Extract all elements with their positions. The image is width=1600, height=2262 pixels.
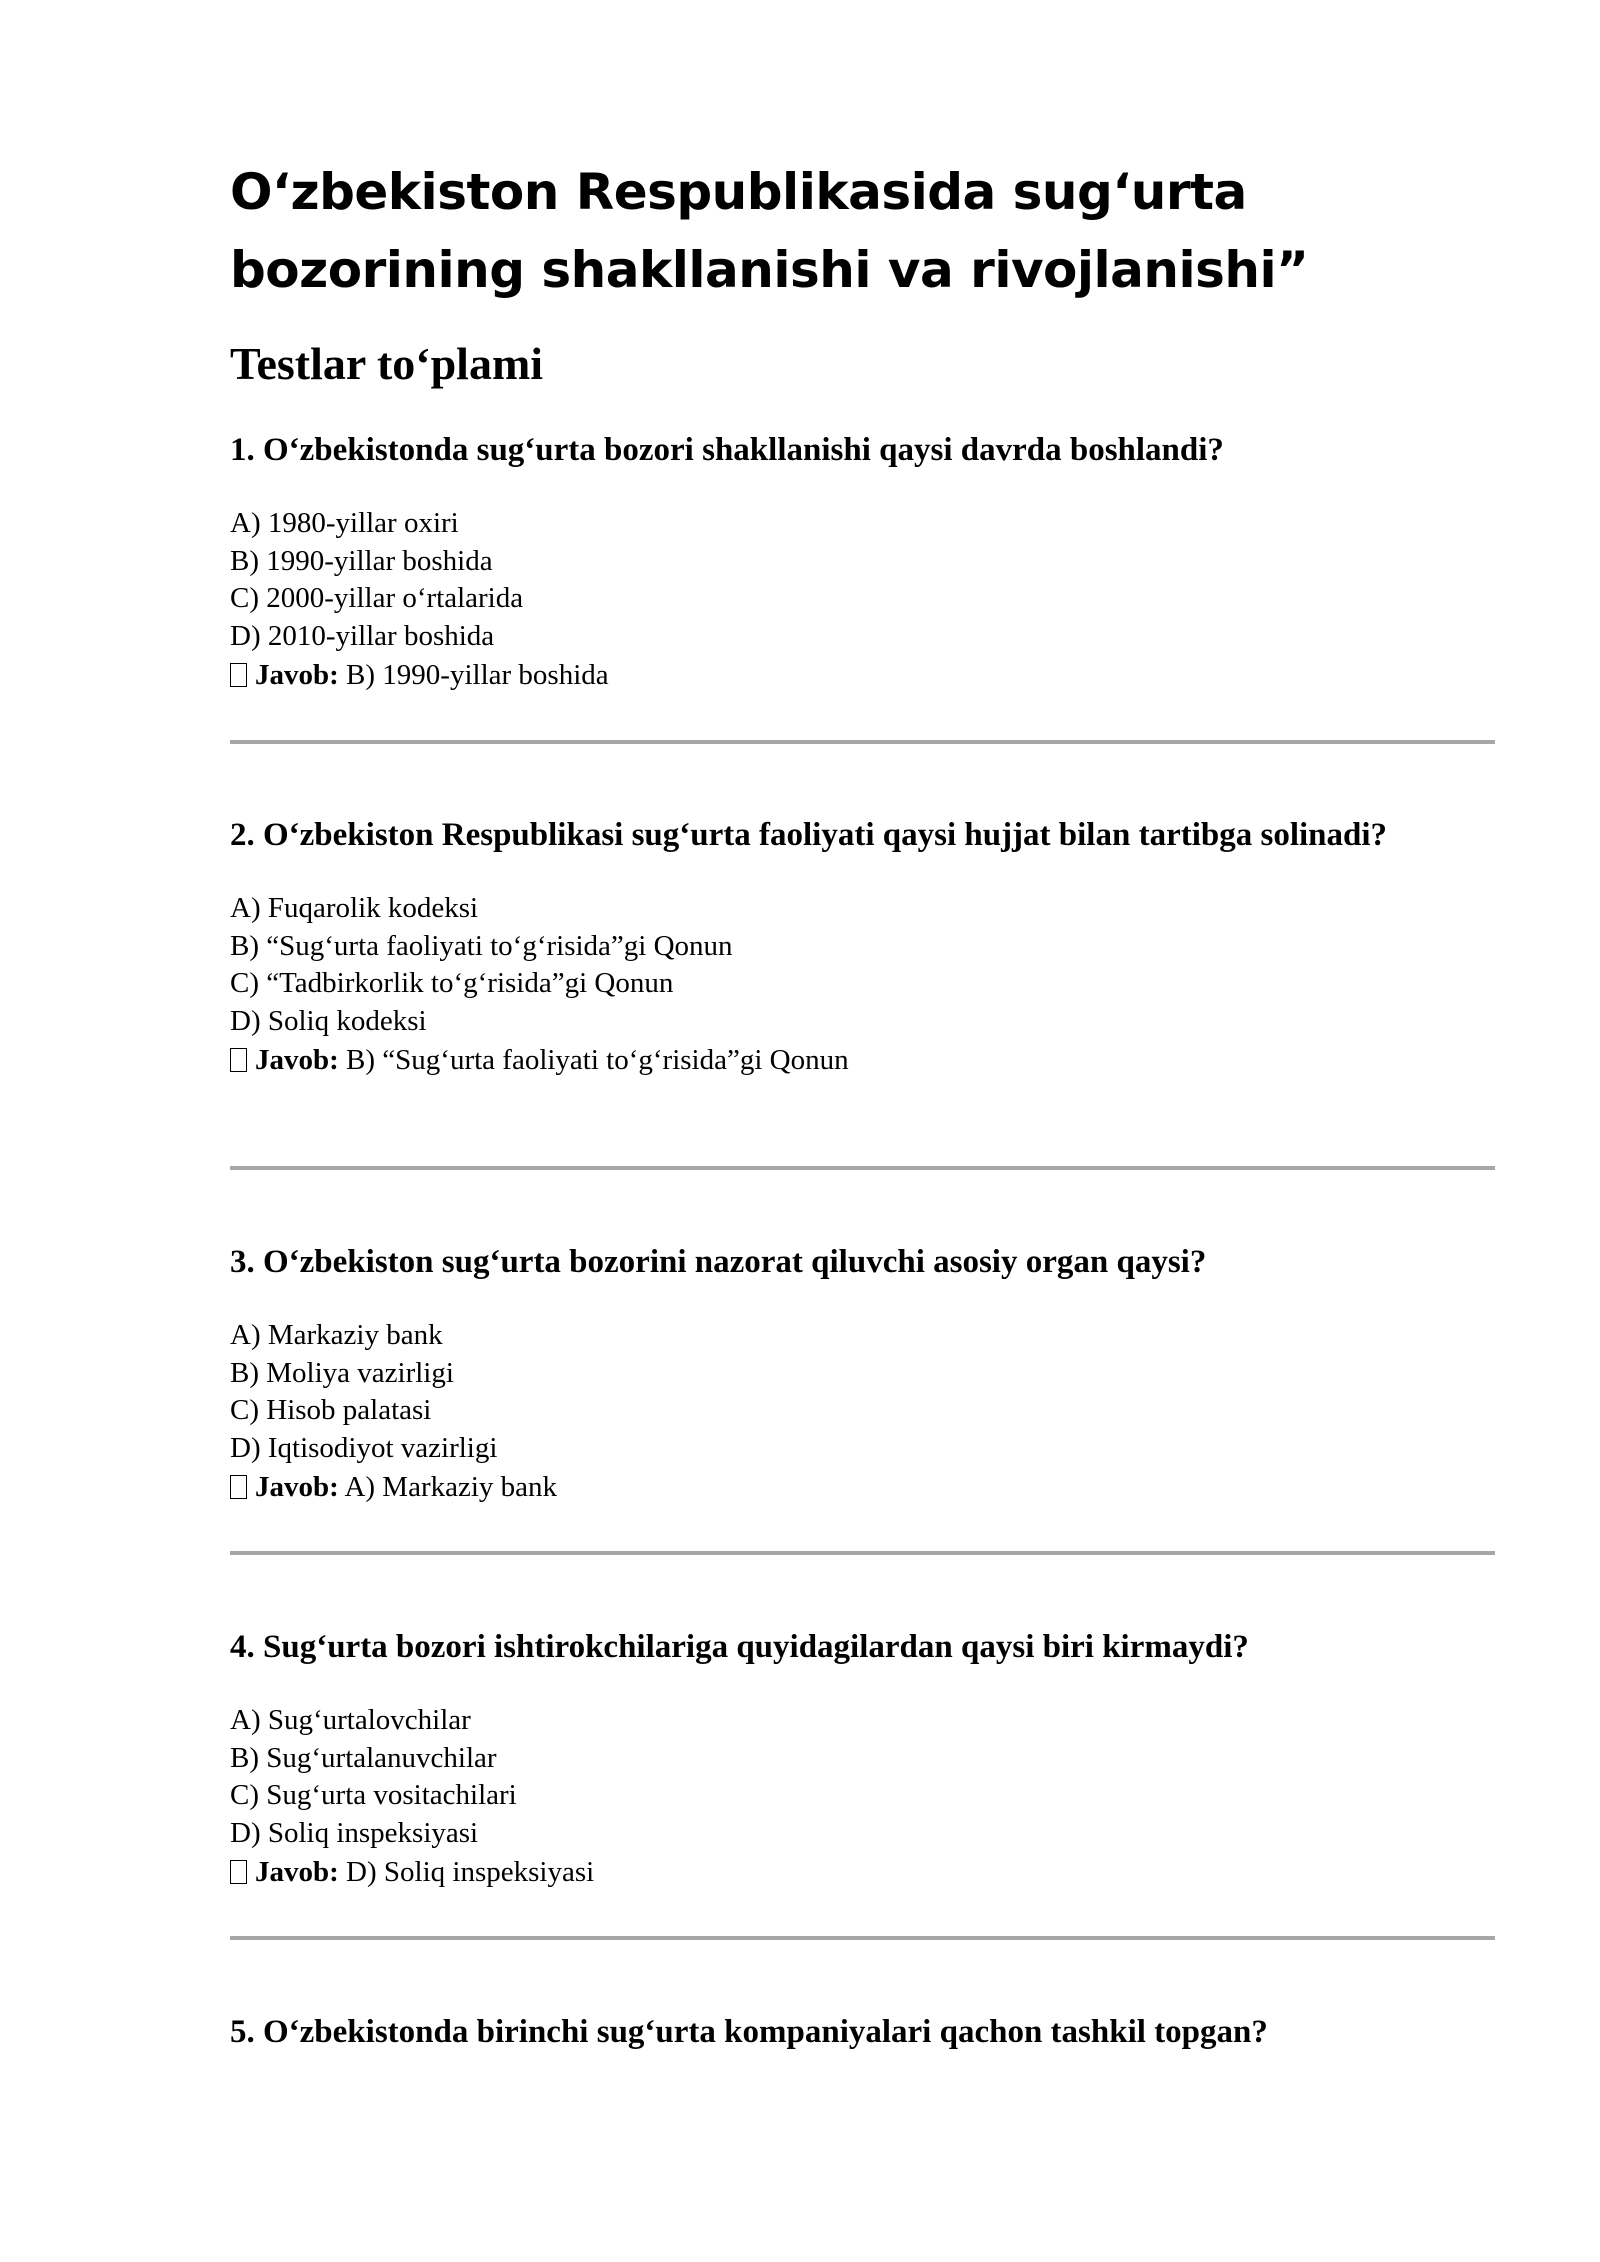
- answer-label: Javob:: [255, 1044, 339, 1076]
- option-b: B) 1990-yillar boshida: [230, 544, 493, 577]
- option-d: D) 2010-yillar boshida: [230, 619, 495, 652]
- question-title: 5. O‘zbekistonda birinchi sug‘urta kompaniyalari qachon tashkil topgan?: [230, 2014, 1268, 2050]
- divider: [230, 1936, 1495, 1940]
- question-title: 4. Sug‘urta bozori ishtirokchilariga quyidagilardan qaysi biri kirmaydi?: [230, 1629, 1249, 1665]
- question-title: 3. O‘zbekiston sug‘urta bozorini nazorat qiluvchi asosiy organ qaysi?: [230, 1244, 1207, 1280]
- divider: [230, 1166, 1495, 1170]
- answer-label: Javob:: [255, 1856, 339, 1888]
- answer-value: B) 1990-yillar boshida: [346, 659, 609, 691]
- option-d: D) Iqtisodiyot vazirligi: [230, 1431, 498, 1464]
- answer-label: Javob:: [255, 1471, 339, 1503]
- answer-line: [230, 655, 1495, 696]
- question-title: 1. O‘zbekistonda sug‘urta bozori shakllanishi qaysi davrda boshlandi?: [230, 432, 1224, 468]
- answer-label: Javob:: [255, 659, 339, 691]
- option-a: A) Markaziy bank: [230, 1319, 443, 1351]
- checkbox-icon: [230, 1475, 247, 1499]
- option-c: C) Hisob palatasi: [230, 1394, 432, 1426]
- divider: [230, 740, 1495, 744]
- checkbox-icon: [230, 663, 247, 687]
- option-a: A) Sug‘urtalovchilar: [230, 1704, 471, 1736]
- option-a: A) Fuqarolik kodeksi: [230, 892, 479, 924]
- question-title: 2. O‘zbekiston Respublikasi sug‘urta faoliyati qaysi hujjat bilan tartibga solinadi?: [230, 817, 1388, 853]
- answer-line: [230, 1467, 1495, 1508]
- document-title: O‘zbekiston Respublikasida sug‘urta bozorining shakllanishi va rivojlanishi”: [230, 163, 1309, 299]
- option-d: D) Soliq kodeksi: [230, 1004, 427, 1037]
- option-b: B) Sug‘urtalanuvchilar: [230, 1741, 497, 1774]
- question-2: [230, 815, 1495, 1081]
- option-b: B) “Sug‘urta faoliyati to‘g‘risida”gi Qonun: [230, 929, 733, 962]
- option-c: C) “Tadbirkorlik to‘g‘risida”gi Qonun: [230, 967, 674, 999]
- question-5: [230, 2012, 1495, 2053]
- question-4: [230, 1627, 1495, 1893]
- option-a: A) 1980-yillar oxiri: [230, 507, 459, 539]
- answer-value: B) “Sug‘urta faoliyati to‘g‘risida”gi Qonun: [346, 1044, 849, 1076]
- answer-line: [230, 1852, 1495, 1893]
- options-list: [230, 1702, 1495, 1852]
- answer-line: [230, 1040, 1495, 1081]
- option-b: B) Moliya vazirligi: [230, 1356, 454, 1389]
- options-list: [230, 505, 1495, 655]
- question-3: [230, 1242, 1495, 1508]
- option-d: D) Soliq inspeksiyasi: [230, 1816, 479, 1849]
- answer-value: D) Soliq inspeksiyasi: [346, 1856, 595, 1888]
- options-list: [230, 890, 1495, 1040]
- question-1: [230, 430, 1495, 696]
- document-subtitle: Testlar to‘plami: [230, 338, 544, 389]
- divider: [230, 1551, 1495, 1555]
- option-c: C) 2000-yillar o‘rtalarida: [230, 582, 524, 614]
- options-list: [230, 1317, 1495, 1467]
- answer-value: A) Markaziy bank: [344, 1471, 558, 1503]
- checkbox-icon: [230, 1048, 247, 1072]
- option-c: C) Sug‘urta vositachilari: [230, 1779, 517, 1811]
- checkbox-icon: [230, 1860, 247, 1884]
